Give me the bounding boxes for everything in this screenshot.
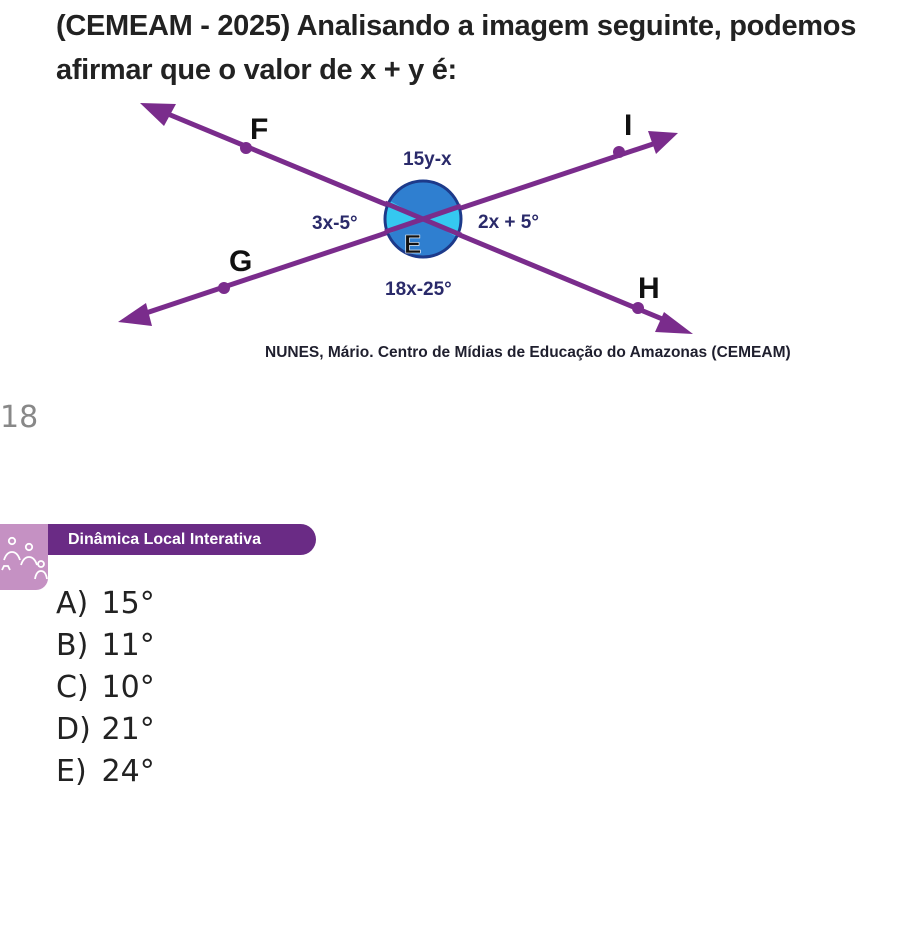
option-d[interactable]: D) 21° [56,712,155,747]
badge-icon-box [0,524,48,590]
point-g [218,282,230,294]
label-f: F [250,113,269,146]
figure-caption: NUNES, Mário. Centro de Mídias de Educação do Amazonas (CEMEAM) [265,344,791,361]
point-i [613,146,625,158]
arrow-head-g [118,303,152,326]
label-g: G [229,245,253,278]
arrow-head-i [648,131,678,154]
label-i: I [624,109,633,142]
badge-label: Dinâmica Local Interativa [68,531,261,548]
option-b[interactable]: B) 11° [56,628,155,663]
option-c[interactable]: C) 10° [56,670,155,705]
option-e[interactable]: E) 24° [56,754,155,789]
angle-left: 3x-5° [312,213,358,234]
question-text: (CEMEAM - 2025) Analisando a imagem seguinte, podemos afirmar que o valor de x + y é: [56,10,857,86]
answer-options [56,586,155,796]
angle-circle [370,181,476,257]
angle-top: 15y-x [403,149,452,170]
page-number: 18 [0,400,39,435]
group-people-icon [0,524,48,590]
label-h: H [638,272,660,305]
badge-label-pill [48,524,316,555]
angle-figure [0,0,905,380]
angle-right: 2x + 5° [478,212,539,233]
option-a[interactable]: A) 15° [56,586,155,621]
angle-bottom: 18x-25° [385,279,452,300]
label-e: E [404,229,422,259]
arrow-head-h [655,312,693,334]
